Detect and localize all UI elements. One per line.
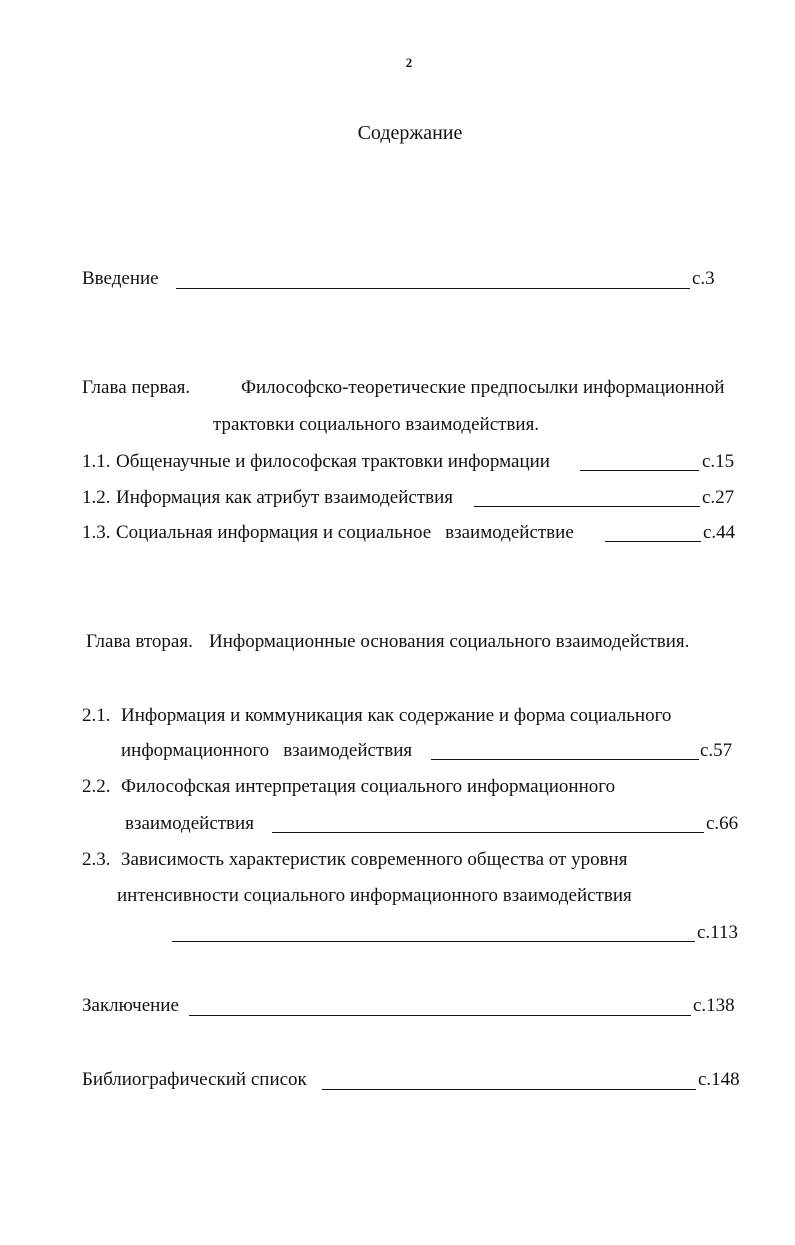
section-page: с.44 (703, 522, 736, 543)
toc-leader-line (176, 288, 690, 289)
toc-conclusion-page: с.138 (693, 995, 735, 1016)
section-title-part: Социальная информация и социальное (116, 522, 432, 543)
section-title (116, 522, 574, 544)
chapter-2-title: Информационные основания социального взаимодействия. (209, 631, 690, 652)
section-page: с.27 (702, 487, 735, 508)
section-title-line2: интенсивности социального информационного взаимодействия (117, 885, 632, 906)
toc-leader-line (580, 470, 699, 471)
toc-bibliography-label: Библиографический список (82, 1069, 307, 1090)
section-title: Информация как атрибут взаимодействия (116, 487, 453, 508)
page-title: Содержание (357, 122, 463, 144)
toc-bibliography-page: с.148 (698, 1069, 740, 1090)
section-number: 2.2. (82, 776, 111, 797)
page-number: 2 (405, 55, 413, 70)
section-title-line2: взаимодействия (125, 813, 254, 834)
section-title-part: информационного (121, 740, 270, 761)
toc-leader-line (322, 1089, 696, 1090)
section-page: с.15 (702, 451, 735, 472)
toc-conclusion-label: Заключение (82, 995, 179, 1016)
toc-leader-line (189, 1015, 691, 1016)
section-title-line2 (121, 740, 412, 762)
toc-leader-line (431, 759, 699, 760)
section-number: 2.1. (82, 705, 111, 726)
toc-leader-line (172, 941, 695, 942)
section-title-part: взаимодействие (445, 522, 574, 543)
toc-intro-page: с.3 (692, 268, 715, 289)
section-number: 1.1. (82, 451, 111, 472)
toc-leader-line (474, 506, 700, 507)
toc-leader-line (605, 541, 701, 542)
section-title-line1: Философская интерпретация социального информационного (121, 776, 616, 797)
chapter-1-title-line1: Философско-теоретические предпосылки информационной (241, 377, 725, 398)
section-page: с.57 (700, 740, 733, 761)
section-page: с.66 (706, 813, 739, 834)
section-number: 2.3. (82, 849, 111, 870)
section-title-part: взаимодействия (283, 740, 413, 761)
section-number: 1.3. (82, 522, 111, 543)
toc-leader-line (272, 832, 704, 833)
chapter-1-label: Глава первая. (82, 377, 191, 398)
section-title: Общенаучные и философская трактовки информации (116, 451, 550, 472)
chapter-1-title-line2: трактовки социального взаимодействия. (213, 414, 540, 435)
chapter-2-label: Глава вторая. (86, 631, 193, 652)
section-page: с.113 (697, 922, 738, 943)
toc-intro-label: Введение (82, 268, 159, 289)
section-number: 1.2. (82, 487, 111, 508)
section-title-line1: Зависимость характеристик современного общества от уровня (121, 849, 628, 870)
section-title-line1: Информация и коммуникация как содержание и форма социального (121, 705, 672, 726)
